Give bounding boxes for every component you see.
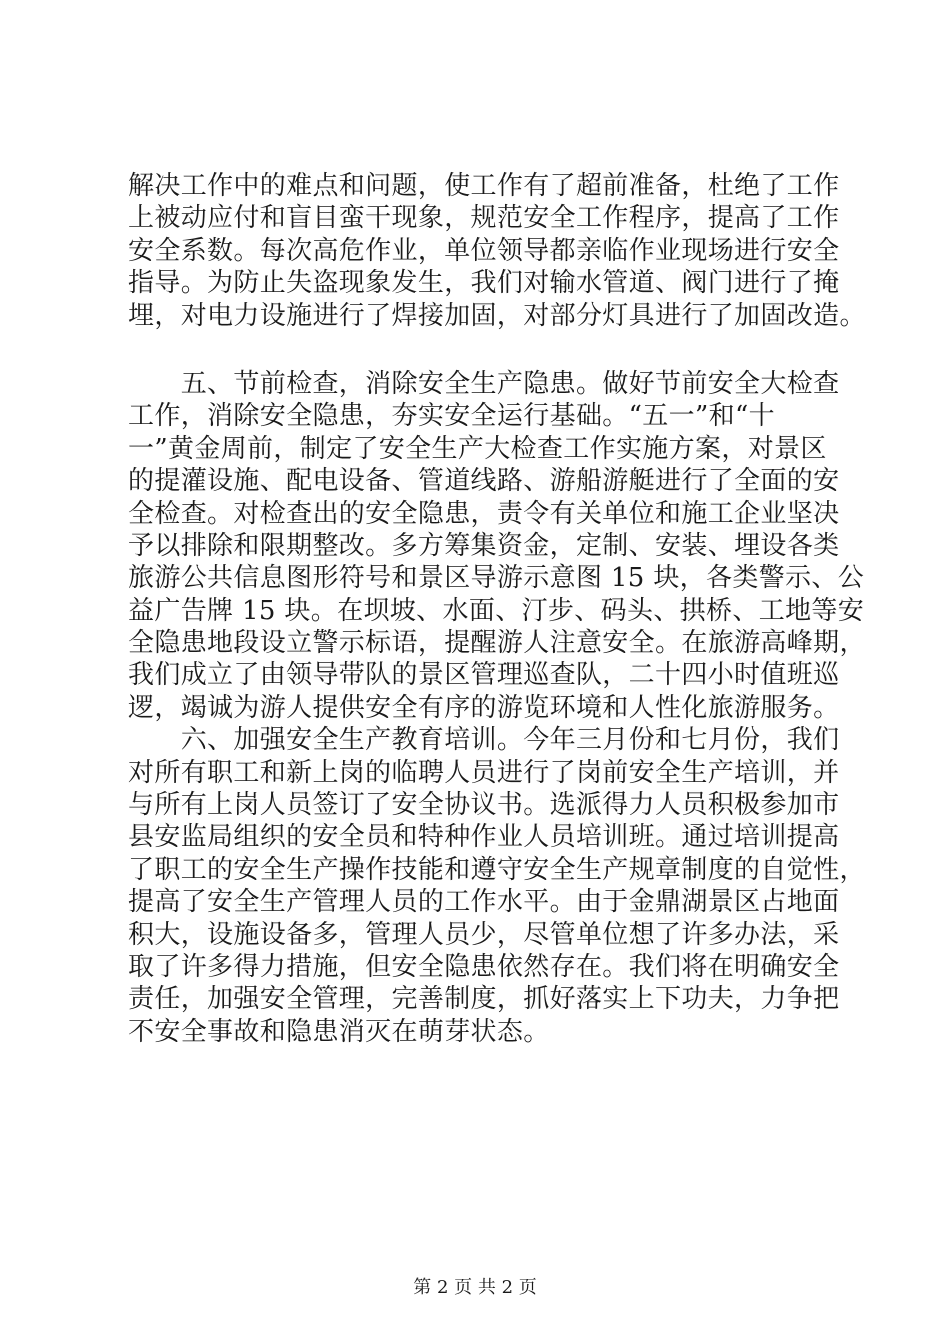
text-line: 安全系数。每次高危作业，单位领导都亲临作业现场进行安全 xyxy=(128,235,840,266)
text-line: 对所有职工和新上岗的临聘人员进行了岗前安全生产培训，并 xyxy=(128,757,840,788)
paragraph-safety-measures xyxy=(128,170,868,332)
text-line: 解决工作中的难点和问题，使工作有了超前准备，杜绝了工作 xyxy=(128,171,840,201)
paragraph-spacer xyxy=(128,332,868,368)
text-line: 益广告牌 15 块。在坝坡、水面、汀步、码头、拱桥、工地等安 xyxy=(128,595,865,626)
text-line: 不安全事故和隐患消灭在萌芽状态。 xyxy=(128,1016,550,1047)
page-number-footer: 第 2 页 共 2 页 xyxy=(413,1277,537,1298)
text-line: 上被动应付和盲目蛮干现象，规范安全工作程序，提高了工作 xyxy=(128,203,840,234)
text-line: 一”黄金周前，制定了安全生产大检查工作实施方案，对景区 xyxy=(128,433,827,464)
text-line: 六、加强安全生产教育培训。今年三月份和七月份，我们 xyxy=(128,725,840,756)
paragraph-pre-holiday-inspection xyxy=(128,368,868,724)
text-line: 工作，消除安全隐患，夯实安全运行基础。“五一”和“十 xyxy=(128,401,775,432)
text-line: 旅游公共信息图形符号和景区导游示意图 15 块，各类警示、公 xyxy=(128,563,865,594)
document-body xyxy=(128,170,868,1048)
text-line: 五、节前检查，消除安全生产隐患。做好节前安全大检查 xyxy=(128,368,840,399)
text-line: 逻，竭诚为游人提供安全有序的游览环境和人性化旅游服务。 xyxy=(128,692,840,723)
text-line: 责任，加强安全管理，完善制度，抓好落实上下功夫，力争把 xyxy=(128,984,840,1015)
text-line: 取了许多得力措施，但安全隐患依然存在。我们将在明确安全 xyxy=(128,951,840,982)
text-line: 县安监局组织的安全员和特种作业人员培训班。通过培训提高 xyxy=(128,822,840,853)
text-line: 予以排除和限期整改。多方筹集资金，定制、安装、埋设各类 xyxy=(128,530,840,561)
text-line: 的提灌设施、配电设备、管道线路、游船游艇进行了全面的安 xyxy=(128,466,840,497)
text-line: 了职工的安全生产操作技能和遵守安全生产规章制度的自觉性， xyxy=(128,854,866,885)
paragraph-safety-training xyxy=(128,724,868,1048)
text-line: 提高了安全生产管理人员的工作水平。由于金鼎湖景区占地面 xyxy=(128,887,840,918)
text-line: 积大，设施设备多，管理人员少，尽管单位想了许多办法，采 xyxy=(128,919,840,950)
text-line: 指导。为防止失盗现象发生，我们对输水管道、阀门进行了掩 xyxy=(128,268,840,299)
text-line: 全检查。对检查出的安全隐患，责令有关单位和施工企业坚决 xyxy=(128,498,840,529)
text-line: 埋，对电力设施进行了焊接加固，对部分灯具进行了加固改造。 xyxy=(128,300,866,331)
text-line: 我们成立了由领导带队的景区管理巡查队，二十四小时值班巡 xyxy=(128,660,840,691)
text-line: 与所有上岗人员签订了安全协议书。选派得力人员积极参加市 xyxy=(128,790,840,821)
text-line: 全隐患地段设立警示标语，提醒游人注意安全。在旅游高峰期， xyxy=(128,628,866,659)
